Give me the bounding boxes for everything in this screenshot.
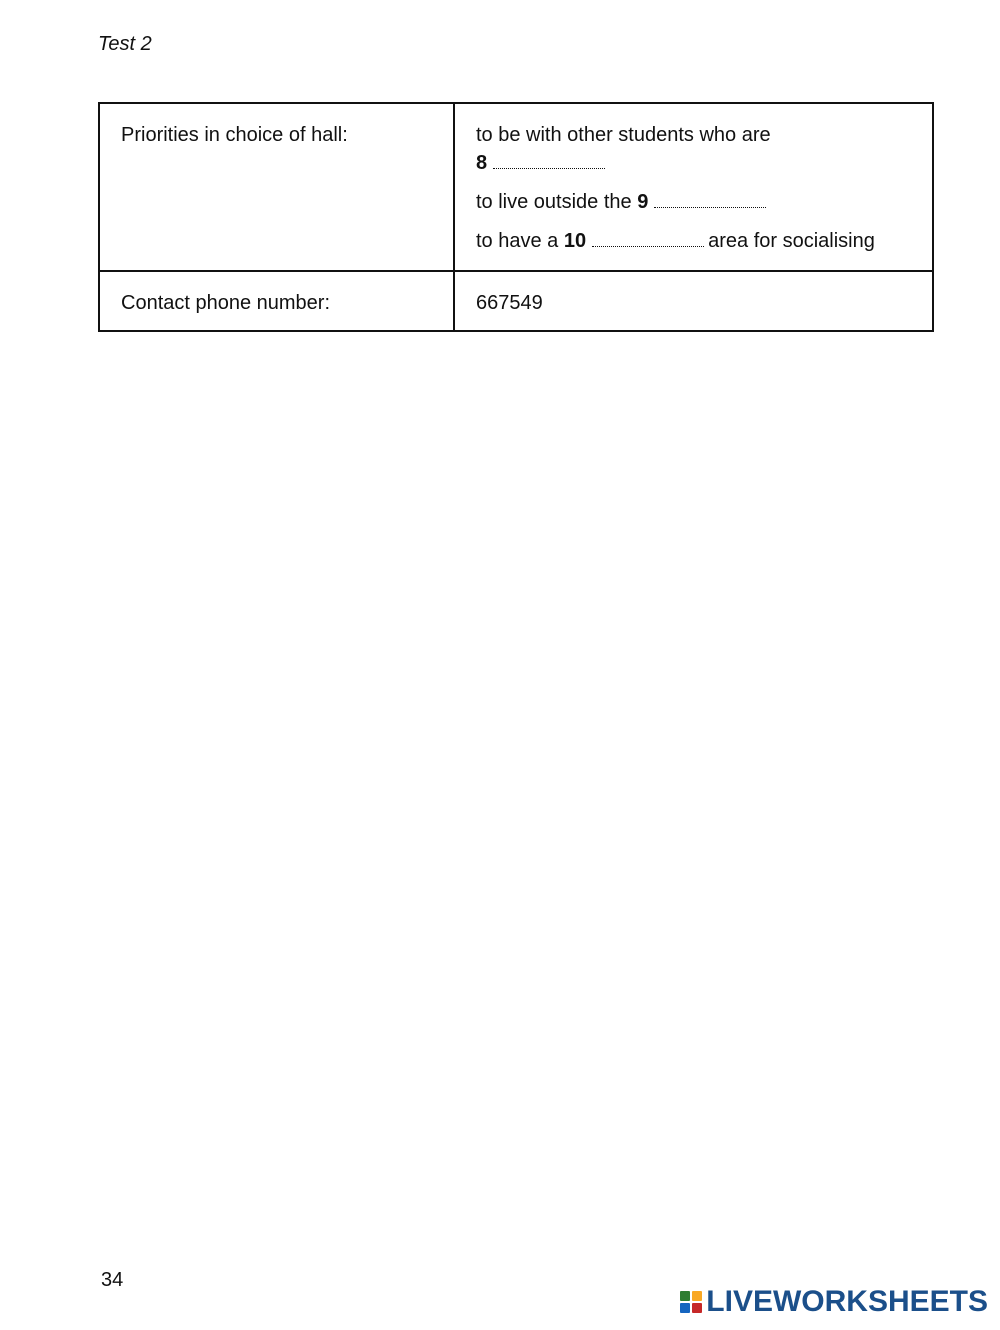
liveworksheets-brand[interactable] — [680, 1287, 988, 1317]
phone-label: Contact phone number: — [99, 271, 454, 331]
page-number: 34 — [101, 1269, 124, 1291]
answer-blank-8[interactable] — [493, 156, 605, 169]
brand-name: LIVEWORKSHEETS — [706, 1285, 988, 1318]
priority-item-2 — [476, 190, 912, 214]
priority-item-3-text-after: area for socialising — [708, 230, 875, 252]
answer-blank-10[interactable] — [592, 234, 704, 247]
liveworksheets-logo-icon — [680, 1291, 702, 1313]
priority-item-1-answer — [476, 151, 912, 175]
priority-item-3-text-before: to have a — [476, 230, 559, 252]
question-number-9: 9 — [637, 191, 649, 213]
priorities-items — [454, 103, 933, 271]
answer-blank-9[interactable] — [654, 195, 766, 208]
question-number-10: 10 — [563, 230, 587, 252]
priority-item-3 — [476, 229, 912, 253]
logo-square-1 — [680, 1291, 690, 1301]
phone-value: 667549 — [454, 271, 933, 331]
running-header: Test 2 — [98, 33, 152, 55]
table-row-phone — [99, 271, 933, 331]
logo-square-4 — [692, 1303, 702, 1313]
priority-item-1-text: to be with other students who are — [476, 124, 771, 146]
question-number-8: 8 — [476, 152, 488, 174]
form-table — [98, 102, 934, 332]
priorities-label: Priorities in choice of hall: — [99, 103, 454, 271]
logo-square-2 — [692, 1291, 702, 1301]
table-row-priorities — [99, 103, 933, 271]
logo-square-3 — [680, 1303, 690, 1313]
priority-item-2-text: to live outside the — [476, 191, 632, 213]
